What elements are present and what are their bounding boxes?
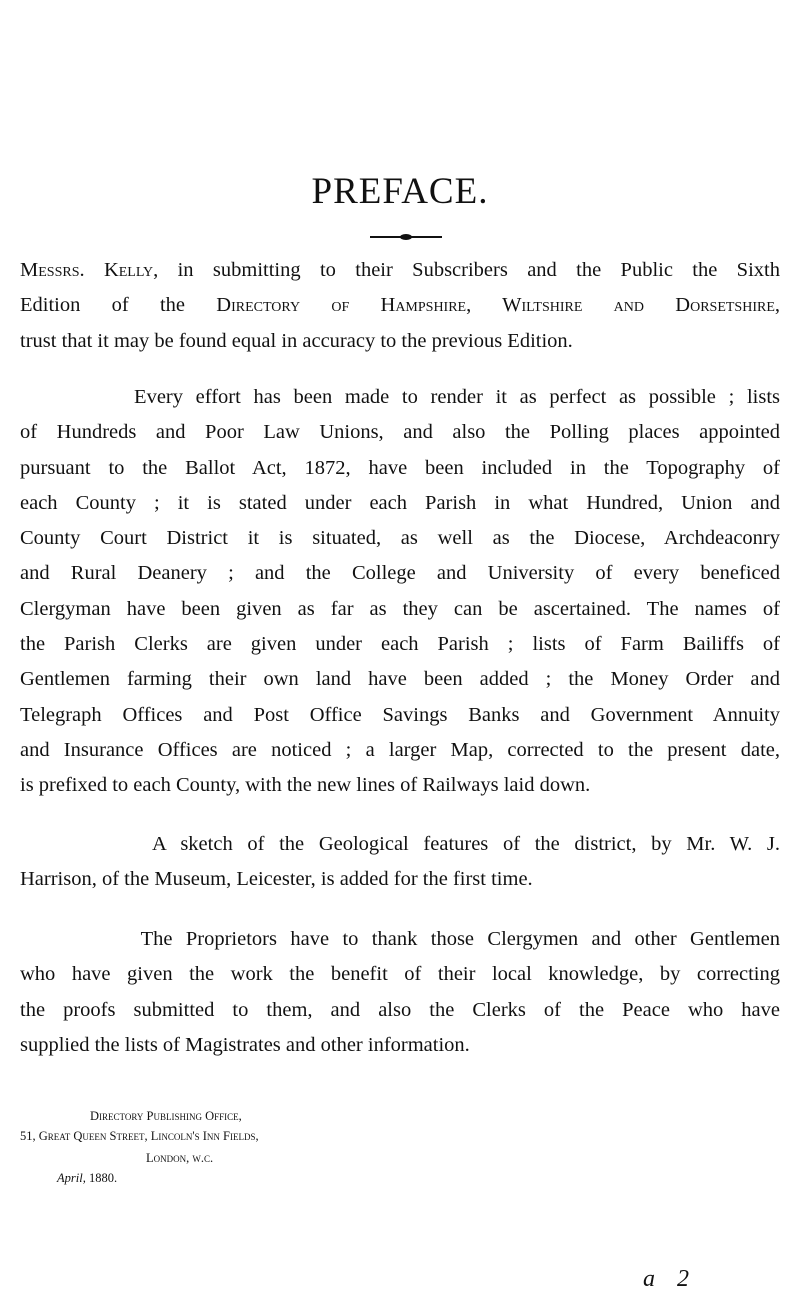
- text-line: [20, 521, 780, 556]
- text-segment: Harrison, of the Museum, Leicester, is added for the first time.: [20, 868, 533, 891]
- text-line: [20, 415, 780, 450]
- text-segment: and Insurance Offices are noticed ; a larger Map, corrected to the present date,: [20, 738, 780, 761]
- text-line: [20, 380, 780, 415]
- address-city: London, w.c.: [146, 1151, 214, 1165]
- text-line: [20, 324, 780, 359]
- text-line: [20, 662, 780, 697]
- paragraph-thanks: [20, 922, 780, 1063]
- text-segment: Gentlemen farming their own land have been added ; the Money Order and: [20, 668, 780, 691]
- ornamental-rule: [370, 236, 442, 238]
- text-line: [20, 922, 780, 957]
- text-segment: in submitting to their Subscribers and the Public the Sixth: [158, 259, 780, 281]
- text-line: [20, 768, 780, 803]
- text-line: [20, 1028, 780, 1063]
- text-segment: the Parish Clerks are given under each Parish ; lists of Farm Bailiffs of: [20, 633, 780, 656]
- text-segment: trust that it may be found equal in accuracy to the previous Edition.: [20, 329, 573, 352]
- address-street: 51, Great Queen Street, Lincoln's Inn Fields,: [20, 1129, 259, 1143]
- text-segment: supplied the lists of Magistrates and other information.: [20, 1033, 470, 1056]
- text-line: [20, 862, 780, 897]
- text-segment: each County ; it is stated under each Parish in what Hundred, Union and: [20, 491, 780, 514]
- address-date: [57, 1171, 117, 1186]
- text-segment: who have given the work the benefit of their local knowledge, by correcting: [20, 963, 780, 986]
- text-line: [20, 288, 780, 323]
- text-line: [20, 592, 780, 627]
- paragraph-intro: [20, 253, 780, 359]
- text-segment: The Proprietors have to thank those Clergymen and other Gentlemen: [20, 928, 780, 950]
- small-caps-text: Messrs. Kelly,: [20, 259, 159, 281]
- text-segment: and Rural Deanery ; and the College and University of every beneficed: [20, 562, 780, 585]
- text-line: [20, 253, 780, 288]
- text-segment: pursuant to the Ballot Act, 1872, have been included in the Topography of: [20, 456, 780, 479]
- text-line: [20, 957, 780, 992]
- text-segment: of Hundreds and Poor Law Unions, and also the Polling places appointed: [20, 421, 780, 444]
- text-segment: Telegraph Offices and Post Office Savings Banks and Government Annuity: [20, 703, 780, 726]
- date-month: April,: [57, 1171, 86, 1185]
- text-segment: A sketch of the Geological features of the district, by Mr. W. J.: [20, 833, 780, 855]
- text-segment: the proofs submitted to them, and also the Clerks of the Peace who have: [20, 998, 780, 1021]
- text-line: [20, 733, 780, 768]
- paragraph-geology: [20, 827, 780, 898]
- text-line: [20, 451, 780, 486]
- date-year: 1880.: [88, 1171, 118, 1185]
- text-line: [20, 993, 780, 1028]
- page-title: PREFACE.: [311, 171, 489, 212]
- text-line: [20, 486, 780, 521]
- signature-mark: a 2: [643, 1266, 697, 1292]
- text-segment: Clergyman have been given as far as they can be ascertained. The names of: [20, 597, 780, 620]
- text-segment: County Court District it is situated, as well as the Diocese, Archdeaconry: [20, 527, 780, 550]
- small-caps-text: Directory of Hampshire, Wiltshire and Dorsetshire,: [216, 294, 780, 317]
- text-line: [20, 827, 780, 862]
- text-segment: Edition of the: [20, 294, 217, 317]
- address-office: Directory Publishing Office,: [90, 1109, 242, 1123]
- text-segment: is prefixed to each County, with the new lines of Railways laid down.: [20, 774, 591, 797]
- paragraph-contents: [20, 380, 780, 804]
- text-line: [20, 698, 780, 733]
- text-line: [20, 556, 780, 591]
- text-line: [20, 627, 780, 662]
- text-segment: Every effort has been made to render it as perfect as possible ; lists: [20, 386, 780, 408]
